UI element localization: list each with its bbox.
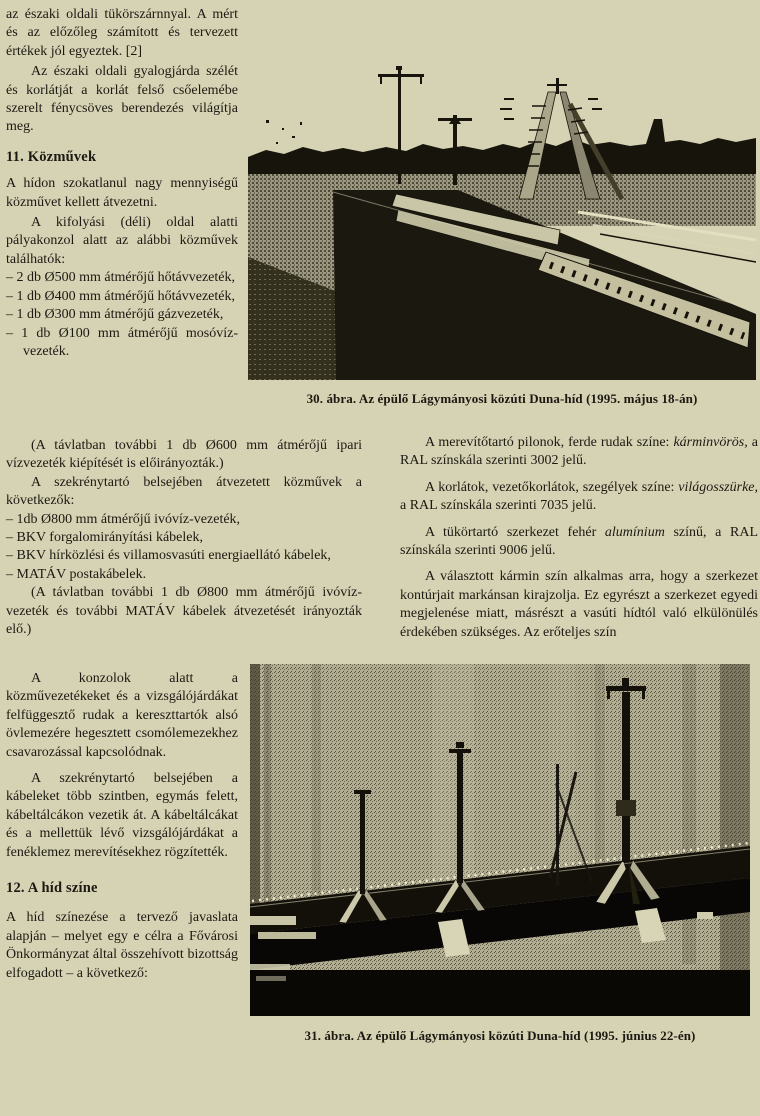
figure-31-photo	[250, 664, 750, 1016]
figure-30-photo	[248, 62, 756, 380]
text-run: a RAL színskála szerinti 7035 jelű.	[400, 498, 597, 514]
paragraph: A választott kármin szín alkalmas arra, hogy a szerkezet kontúrjait markánsan kirajzolja. Ez egyrészt a szerkezet egyedi megjelenése miatt, másrészt a vasúti hídtól való elkülönülés érdekében szükséges. Az erőteljes szín	[400, 569, 758, 640]
mid-left-column	[6, 437, 362, 639]
right-column	[400, 434, 758, 642]
emphasized-color-name: alumínium	[604, 524, 665, 540]
list-item: – 2 db Ø500 mm átmérőjű hőtávvezeték,	[6, 270, 235, 286]
paragraph: (A távlatban további 1 db Ø600 mm átmérőjű ipari vízvezeték kiépítését is előirányozták.)	[6, 438, 362, 472]
paragraph: A konzolok alatt a közművezetékeket és a vizsgálójárdákat felfüggesztő rudak a kereszttartók alsó övlemezére hegesztett csomólemezekhez csavarozással kapcsolódnak.	[6, 671, 238, 760]
paragraph	[400, 479, 758, 516]
text-run: A merevítőtartó pilonok, ferde rudak színe:	[425, 435, 674, 450]
shore-highlight	[258, 932, 316, 939]
paragraph: A szekrénytartó belsejében a kábeleket több szintben, egymás felett, kábeltálcákon vezetik át. A kábeltálcákat és a mellettük lévő vizsgálójárdákat a fenéklemez merevítésekhez rögzítették.	[6, 771, 238, 860]
list-item: – MATÁV postakábelek.	[6, 566, 147, 582]
paragraph	[400, 524, 758, 561]
paragraph	[400, 434, 758, 471]
paragraph: A híd színezése a tervező javaslata alapján – melyet egy e célra a Fővárosi Önkormányzat által összehívott bizottság elfogadott – a következő:	[6, 910, 238, 981]
paragraph: A kifolyási (déli) oldal alatti pályakonzol alatt az alábbi közművek találhatók:	[6, 215, 238, 267]
paragraph: A hídon szokatlanul nagy mennyiségű közművet kellett átvezetni.	[6, 176, 238, 210]
paragraph: (A távlatban további 1 db Ø800 mm átmérőjű ivóvíz-vezeték és további MATÁV kábelek átvezetését irányozták elő.)	[6, 585, 362, 638]
paragraph: Az északi oldali gyalogjárda szélét és korlátját a korlát felső csőelemébe szerelt fénycsöves berendezés világítja meg.	[6, 64, 238, 135]
shore-highlight	[250, 916, 296, 925]
section-heading-12: 12. A híd színe	[6, 880, 98, 897]
list-item: – BKV hírközlési és villamosvasúti energiaellátó kábelek,	[6, 548, 331, 564]
paragraph: A szekrénytartó belsejében átvezetett közművek a következők:	[6, 474, 362, 509]
emphasized-color-name: kárminvörös,	[673, 435, 748, 450]
list-item: – BKV forgalomirányítási kábelek,	[6, 530, 203, 546]
river-water	[250, 970, 750, 1016]
pier-highlight	[697, 912, 713, 919]
list-item: – 1 db Ø400 mm átmérőjű hőtávvezeték,	[6, 288, 235, 304]
text-run: A korlátok, vezetőkorlátok, szegélyek színe:	[425, 479, 679, 495]
text-run: A tükörtartó szerkezet fehér	[425, 524, 605, 540]
list-item: – 1db Ø800 mm átmérőjű ivóvíz-vezeték,	[6, 511, 241, 527]
list-item: – 1 db Ø300 mm átmérőjű gázvezeték,	[6, 307, 224, 323]
water-highlight	[250, 964, 290, 970]
left-column-top	[6, 6, 238, 361]
text-run: színű, a RAL színskála szerinti 9006 jelű.	[400, 524, 758, 559]
paragraph-continuation: az északi oldali tükörszárnnyal. A mért és az előzőleg számított és tervezett értékek jól egyeztek. [2]	[6, 7, 238, 59]
left-column-bottom	[6, 670, 238, 983]
list-item: – 1 db Ø100 mm átmérőjű mosóvíz-vezeték.	[6, 325, 238, 359]
figure-31-caption: 31. ábra. Az épülő Lágymányosi közúti Duna-híd (1995. június 22-én)	[304, 1028, 696, 1043]
water-highlight	[256, 976, 286, 981]
section-heading-11: 11. Közművek	[6, 148, 97, 165]
text-run: a RAL színskála szerinti 3002 jelű.	[400, 435, 758, 469]
figure-30-caption: 30. ábra. Az épülő Lágymányosi közúti Duna-híd (1995. május 18-án)	[306, 391, 698, 406]
emphasized-color-name: világosszürke,	[678, 479, 758, 495]
